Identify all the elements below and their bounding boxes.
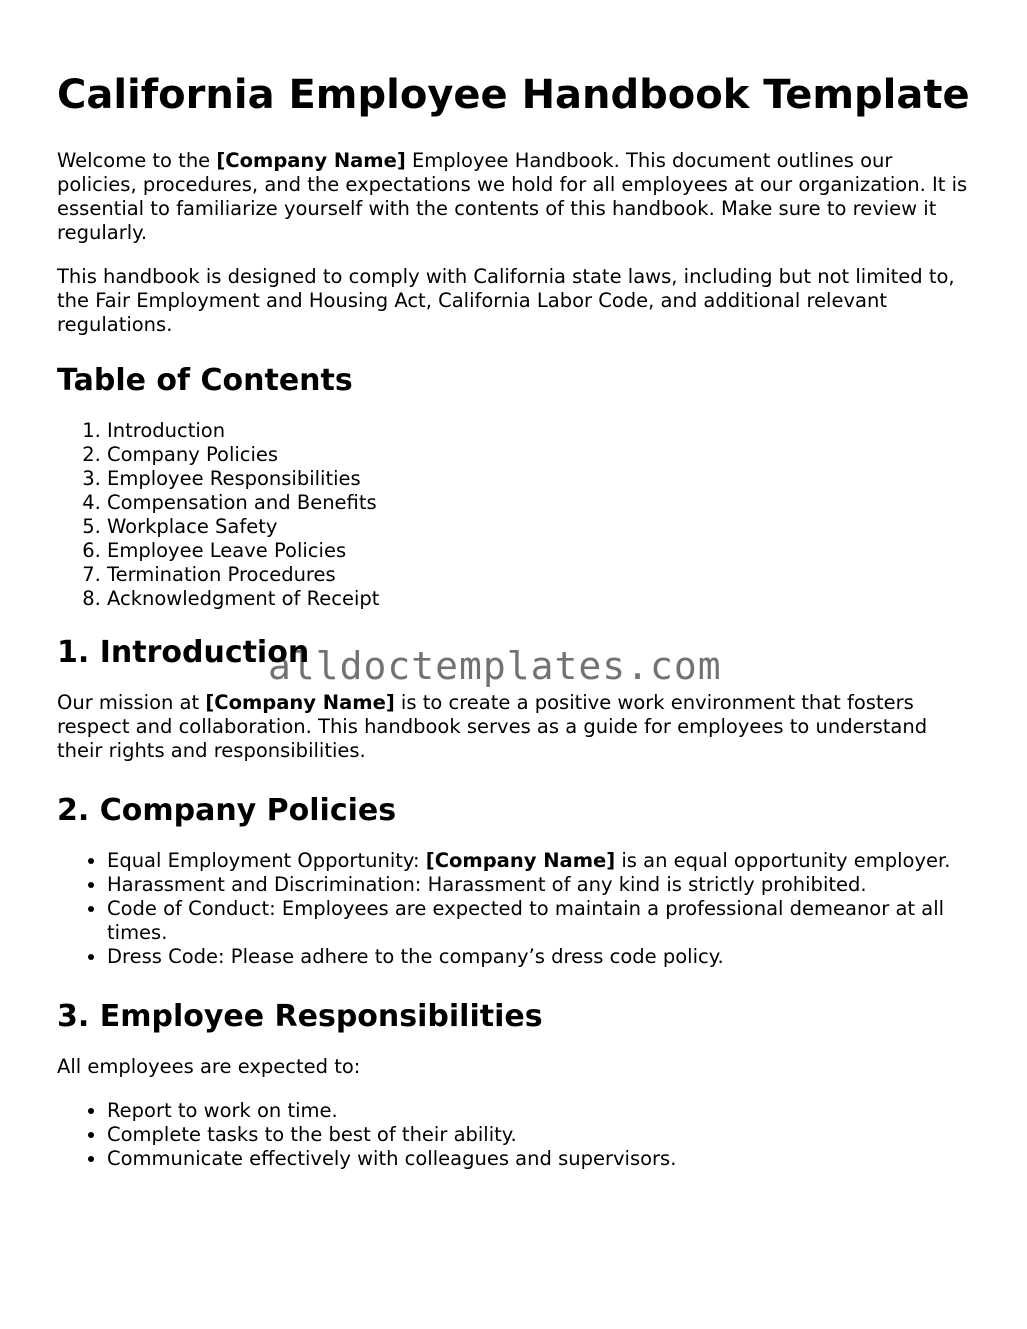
policy-item: • Dress Code: Please adhere to the company’s dress code policy.	[107, 945, 977, 969]
toc-item: 8. Acknowledgment of Receipt	[107, 587, 977, 611]
section-3-heading: 3. Employee Responsibilities	[57, 999, 543, 1034]
toc-item: 7. Termination Procedures	[107, 563, 977, 587]
section-1-paragraph	[57, 691, 977, 763]
intro-paragraph-2: This handbook is designed to comply with California state laws, including but not limited to, the Fair Employment and Housing Act, California Labor Code, and additional relevant regulations.	[57, 265, 955, 336]
section-1-text: is to create a positive work environment that fosters respect and collaboration. This handbook serves as a guide for employees to understand their rights and responsibilities.	[57, 691, 928, 762]
policy-text: is an equal opportunity employer.	[615, 849, 951, 872]
responsibilities-list	[57, 1099, 977, 1171]
policy-item: • Code of Conduct: Employees are expected to maintain a professional demeanor at all times.	[107, 897, 977, 945]
responsibility-item: • Report to work on time.	[107, 1099, 977, 1123]
toc-item: 4. Compensation and Benefits	[107, 491, 977, 515]
section-1-heading: 1. Introduction	[57, 635, 310, 670]
section-3-lead: All employees are expected to:	[57, 1055, 361, 1078]
intro-paragraph-1	[57, 149, 977, 245]
intro-text: Welcome to the	[57, 149, 217, 172]
toc-heading: Table of Contents	[57, 363, 353, 398]
toc-item: 3. Employee Responsibilities	[107, 467, 977, 491]
toc-item: 6. Employee Leave Policies	[107, 539, 977, 563]
document-page	[57, 72, 977, 1201]
watermark: alldoctemplates.com	[268, 644, 722, 688]
toc-list	[57, 419, 977, 611]
responsibility-item: • Communicate effectively with colleagues and supervisors.	[107, 1147, 977, 1171]
responsibility-item: • Complete tasks to the best of their ability.	[107, 1123, 977, 1147]
policy-item: • Harassment and Discrimination: Harassment of any kind is strictly prohibited.	[107, 873, 977, 897]
intro-text: Employee Handbook. This document outlines our policies, procedures, and the expectations we hold for all employees at our organization. It is essential to familiarize yourself with the contents of this handbook. Make sure to review it regularly.	[57, 149, 968, 244]
policies-list	[57, 849, 977, 969]
toc-item: 1. Introduction	[107, 419, 977, 443]
document-title: California Employee Handbook Template	[57, 72, 970, 118]
company-name-placeholder: [Company Name]	[205, 691, 395, 714]
toc-item: 5. Workplace Safety	[107, 515, 977, 539]
section-1-text: Our mission at	[57, 691, 206, 714]
policy-text: Equal Employment Opportunity:	[107, 849, 426, 872]
company-name-placeholder: [Company Name]	[425, 849, 616, 872]
policy-item	[107, 849, 977, 873]
company-name-placeholder: [Company Name]	[216, 149, 406, 172]
toc-item: 2. Company Policies	[107, 443, 977, 467]
section-2-heading: 2. Company Policies	[57, 793, 397, 828]
